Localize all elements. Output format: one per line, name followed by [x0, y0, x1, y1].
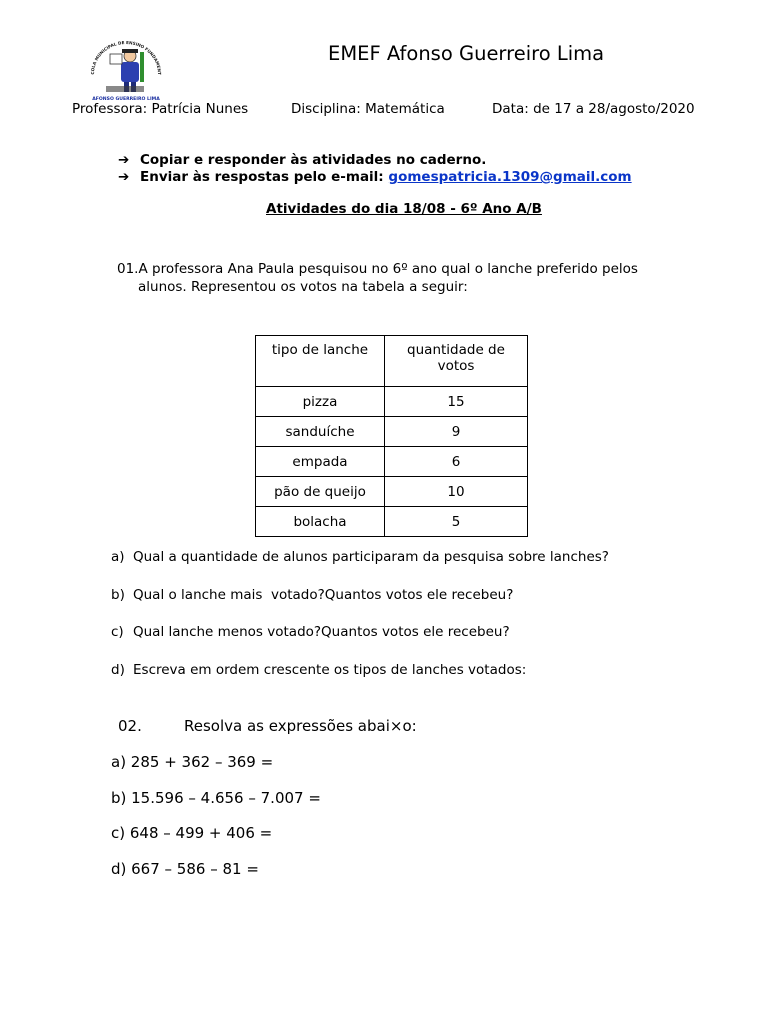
snack-cell: sanduíche — [256, 417, 385, 447]
subquestion-text: Escreva em ordem crescente os tipos de lanches votados: — [133, 662, 527, 678]
snack-cell: bolacha — [256, 507, 385, 537]
question-text-line1: A professora Ana Paula pesquisou no 6º ano qual o lanche preferido pelos — [138, 261, 638, 277]
date-range: Data: de 17 a 28/agosto/2020 — [492, 101, 695, 117]
table-row — [256, 507, 528, 537]
expression-c: c) 648 – 499 + 406 = — [111, 824, 273, 842]
snack-cell: pizza — [256, 387, 385, 417]
question-title: Resolva as expressões abai×o: — [184, 717, 417, 735]
teacher-name: Professora: Patrícia Nunes — [72, 101, 249, 117]
table-row — [256, 477, 528, 507]
subquestion-d — [111, 662, 526, 678]
expression-d: d) 667 – 586 – 81 = — [111, 860, 259, 878]
instruction-text: Enviar às respostas pelo e-mail: — [140, 169, 389, 185]
subquestion-label: c) — [111, 624, 124, 640]
votes-cell: 15 — [385, 387, 528, 417]
instruction-text: Copiar e responder às atividades no caderno. — [140, 152, 487, 168]
subquestion-c — [111, 624, 510, 640]
subquestion-text: Qual a quantidade de alunos participaram da pesquisa sobre lanches? — [133, 549, 609, 565]
subquestion-a — [111, 549, 609, 565]
subquestion-label: b) — [111, 587, 125, 603]
arrow-right-icon: ➔ — [118, 152, 130, 168]
header-votes-text: quantidade de votos — [407, 342, 505, 374]
votes-cell: 10 — [385, 477, 528, 507]
instruction-send — [118, 169, 632, 185]
snack-cell: pão de queijo — [256, 477, 385, 507]
activity-heading: Atividades do dia 18/08 - 6º Ano A/B — [266, 201, 542, 217]
votes-table — [255, 335, 528, 537]
snack-cell: empada — [256, 447, 385, 477]
question-2-heading — [118, 717, 417, 735]
votes-cell: 5 — [385, 507, 528, 537]
instruction-copy — [118, 152, 486, 168]
logo-arc-text: COLA MUNICIPAL DE ENSINO FUNDAMENT — [89, 39, 163, 75]
subquestion-label: a) — [111, 549, 125, 565]
question-1 — [117, 260, 717, 296]
votes-cell: 6 — [385, 447, 528, 477]
email-link[interactable]: gomespatricia.1309@gmail.com — [388, 169, 632, 185]
subquestion-text: Qual lanche menos votado?Quantos votos ele recebeu? — [133, 624, 510, 640]
school-logo — [84, 38, 168, 102]
question-number: 02. — [118, 717, 142, 735]
logo-bottom-text: AFONSO GUERREIRO LIMA — [92, 97, 160, 102]
subquestion-text: Qual o lanche mais votado?Quantos votos ele recebeu? — [133, 587, 514, 603]
subquestion-b — [111, 587, 513, 603]
votes-cell: 9 — [385, 417, 528, 447]
question-text-line2: alunos. Representou os votos na tabela a seguir: — [138, 279, 468, 295]
question-number: 01. — [117, 261, 139, 277]
table-row — [256, 447, 528, 477]
header-cell-snack: tipo de lanche — [256, 336, 385, 387]
table-row — [256, 417, 528, 447]
expression-a: a) 285 + 362 – 369 = — [111, 753, 274, 771]
arrow-right-icon: ➔ — [118, 169, 130, 185]
school-title: EMEF Afonso Guerreiro Lima — [328, 42, 605, 65]
header-cell-votes — [385, 336, 528, 387]
expression-b: b) 15.596 – 4.656 – 7.007 = — [111, 789, 321, 807]
table-header-row — [256, 336, 528, 387]
table-row — [256, 387, 528, 417]
subquestion-label: d) — [111, 662, 125, 678]
subject: Disciplina: Matemática — [291, 101, 445, 117]
